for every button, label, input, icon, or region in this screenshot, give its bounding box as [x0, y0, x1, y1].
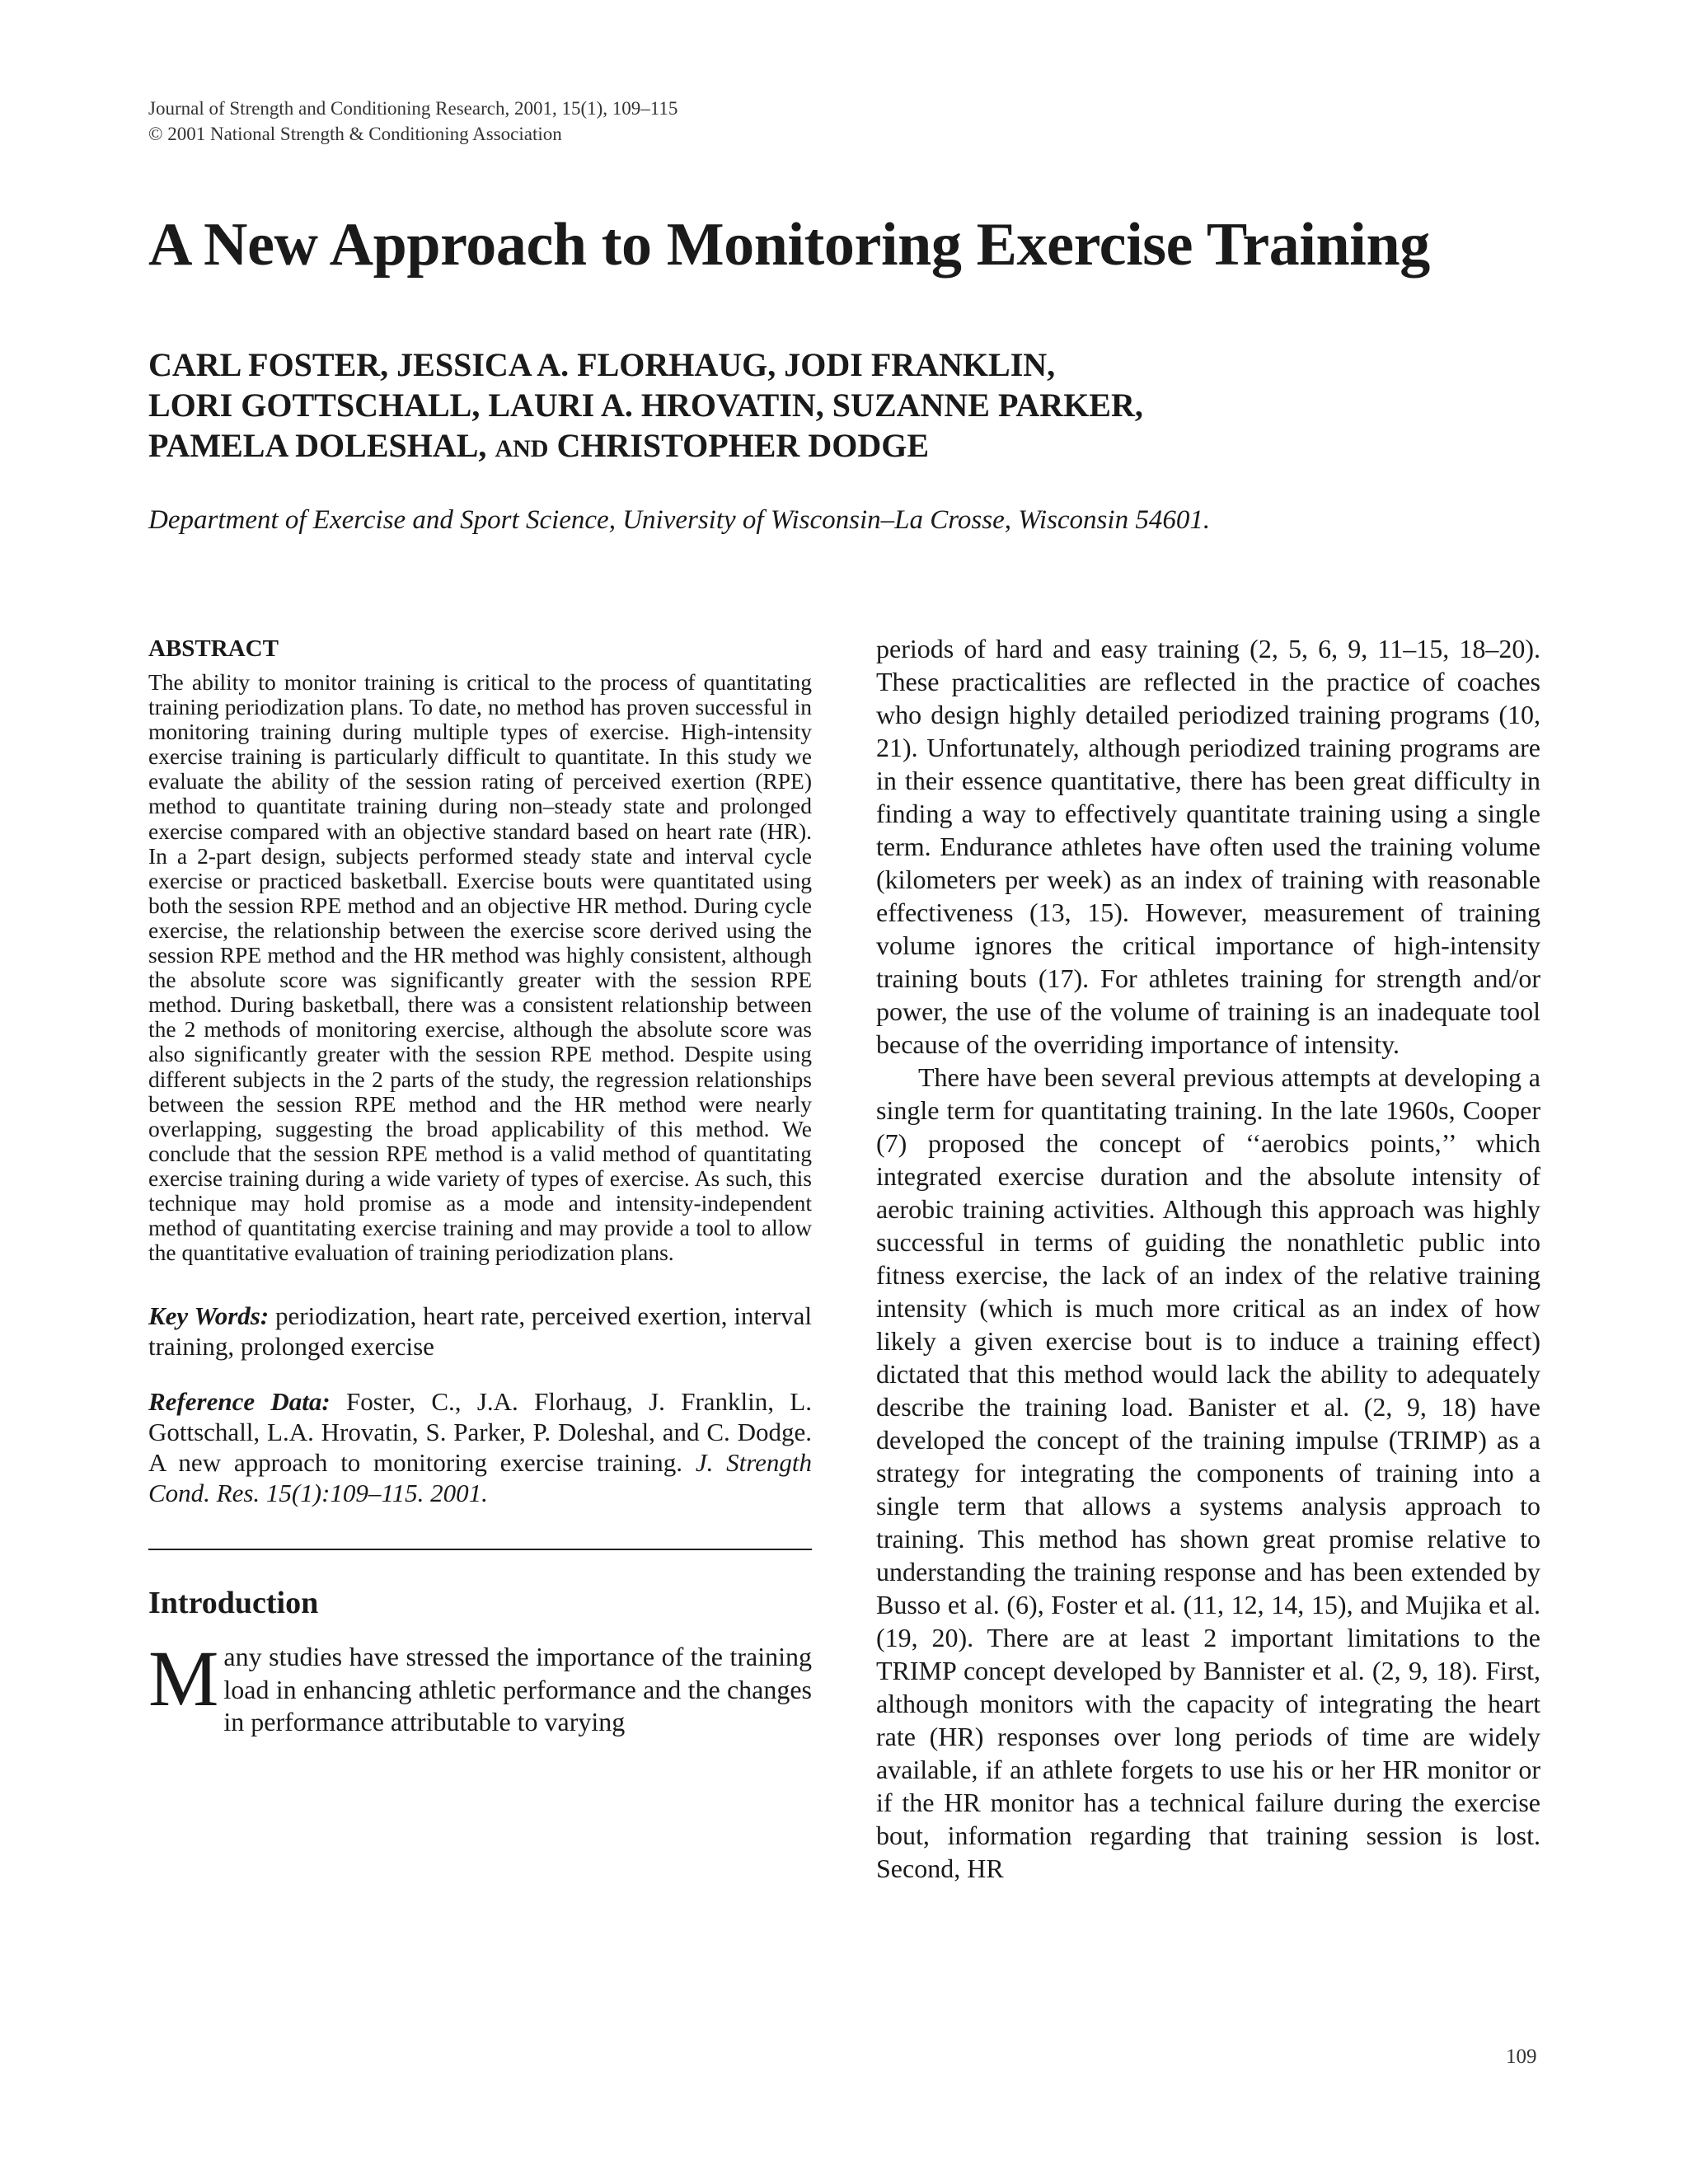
author-and: AND: [495, 435, 549, 462]
author-line-3-start: PAMELA DOLESHAL,: [148, 427, 487, 464]
section-divider: [148, 1549, 812, 1550]
right-column: [876, 632, 1540, 1885]
page-number: 109: [1506, 2046, 1537, 2068]
journal-header: [148, 96, 678, 147]
left-column: [148, 632, 812, 1739]
abstract-heading: ABSTRACT: [148, 635, 279, 662]
author-line-3-end: CHRISTOPHER DODGE: [556, 427, 929, 464]
introduction-heading: Introduction: [148, 1586, 319, 1621]
keywords: [148, 1301, 812, 1361]
author-line-3: [148, 425, 1143, 469]
article-title: A New Approach to Monitoring Exercise Training: [148, 211, 1430, 279]
introduction-body: any studies have stressed the importance of the training load in enhancing athletic performance and the changes in performance attributable to varying: [223, 1642, 812, 1737]
reference-citation: J. Strength Cond. Res. 15(1):109–115. 2001.: [148, 1448, 812, 1508]
keywords-label: Key Words:: [148, 1301, 270, 1331]
journal-copyright: © 2001 National Strength & Conditioning Association: [148, 124, 562, 144]
author-line-2: LORI GOTTSCHALL, LAURI A. HROVATIN, SUZANNE PARKER,: [148, 387, 1143, 424]
drop-cap: M: [148, 1634, 219, 1723]
introduction-text: [148, 1634, 812, 1739]
reference-text: Foster, C., J.A. Florhaug, J. Franklin, L. Gottschall, L.A. Hrovatin, S. Parker, P. Doleshal, and C. Dodge. A new approach to monitoring exercise training.: [148, 1387, 812, 1478]
journal-citation: Journal of Strength and Conditioning Research, 2001, 15(1), 109–115: [148, 98, 678, 119]
author-list: [148, 344, 1143, 469]
body-paragraph-1: periods of hard and easy training (2, 5, 6, 9, 11–15, 18–20). These practicalities are reflected in the practice of coaches who design highly detailed periodized training programs (10, 21). Unfortunately, although periodized training programs are in their essence quantitative, there has been great difficulty in finding a way to effectively quantitate training using a single term. Endurance athletes have often used the training volume (kilometers per week) as an index of training with reasonable effectiveness (13, 15). However, measurement of training volume ignores the critical importance of high-intensity training bouts (17). For athletes training for strength and/or power, the use of the volume of training is an inadequate tool because of the overriding importance of intensity.: [876, 634, 1540, 1059]
affiliation: Department of Exercise and Sport Science, University of Wisconsin–La Crosse, Wisconsin 54601.: [148, 505, 1211, 535]
reference-data: [148, 1386, 812, 1508]
author-line-1: CARL FOSTER, JESSICA A. FLORHAUG, JODI FRANKLIN,: [148, 346, 1056, 383]
keywords-text: periodization, heart rate, perceived exertion, interval training, prolonged exercise: [148, 1301, 813, 1361]
reference-label: Reference Data:: [148, 1387, 331, 1417]
body-paragraph-2: There have been several previous attempts at developing a single term for quantitating training. In the late 1960s, Cooper (7) proposed the concept of ‘‘aerobics points,’’ which integrated exercise duration and the absolute intensity of aerobic training activities. Although this approach was highly successful in terms of guiding the nonathletic public into fitness exercise, the lack of an index of the relative training intensity (which is much more critical as an index of how likely a given exercise bout is to induce a training effect) dictated that this method would lack the ability to adequately describe the training load. Banister et al. (2, 9, 18) have developed the concept of the training impulse (TRIMP) as a strategy for integrating the components of training into a single term that allows a systems analysis approach to training. This method has shown great promise relative to understanding the training response and has been extended by Busso et al. (6), Foster et al. (11, 12, 14, 15), and Mujika et al. (19, 20). There are at least 2 important limitations to the TRIMP concept developed by Bannister et al. (2, 9, 18). First, although monitors with the capacity of integrating the heart rate (HR) responses over long periods of time are widely available, if an athlete forgets to use his or her HR monitor or if the HR monitor has a technical failure during the exercise bout, information regarding that training session is lost. Second, HR: [876, 1062, 1540, 1883]
abstract-text: The ability to monitor training is critical to the process of quantitating training periodization plans. To date, no method has proven successful in monitoring training during multiple types of exercise. High-intensity exercise training is particularly difficult to quantitate. In this study we evaluate the ability of the session rating of perceived exertion (RPE) method to quantitate training during non–steady state and prolonged exercise compared with an objective standard based on heart rate (HR). In a 2-part design, subjects performed steady state and interval cycle exercise or practiced basketball. Exercise bouts were quantitated using both the session RPE method and an objective HR method. During cycle exercise, the relationship between the exercise score derived using the session RPE method and the HR method was highly consistent, although the absolute score was significantly greater with the session RPE method. During basketball, there was a consistent relationship between the 2 methods of monitoring exercise, although the absolute score was also significantly greater with the session RPE method. Despite using different subjects in the 2 parts of the study, the regression relationships between the session RPE method and the HR method were nearly overlapping, suggesting the broad applicability of this method. We conclude that the session RPE method is a valid method of quantitating exercise training during a wide variety of types of exercise. As such, this technique may hold promise as a mode and intensity-independent method of quantitating exercise training and may provide a tool to allow the quantitative evaluation of training periodization plans.: [148, 669, 812, 1266]
